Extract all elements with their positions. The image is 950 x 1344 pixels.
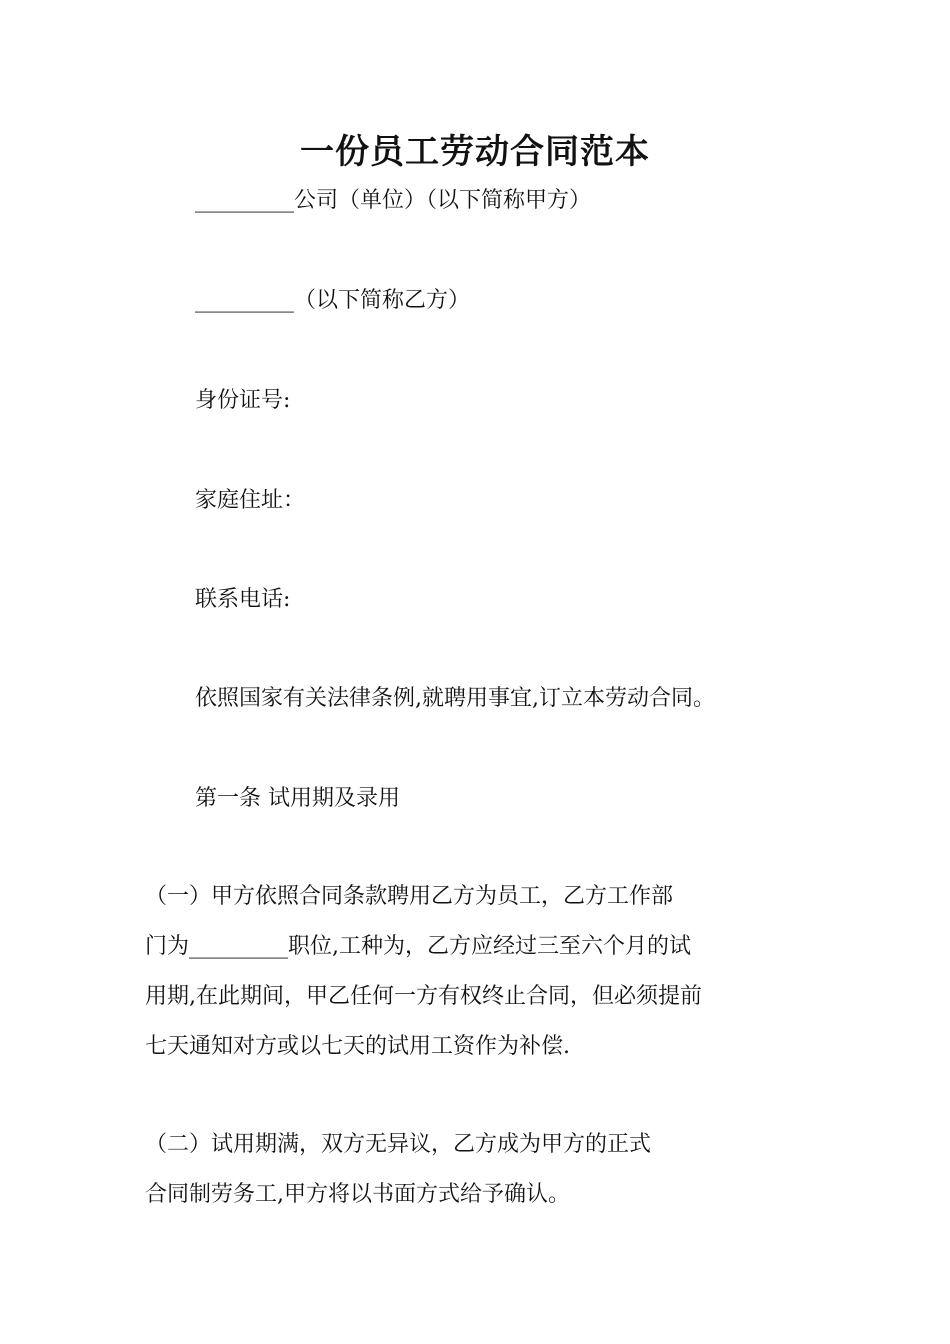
article-1-heading: 第一条 试用期及录用 bbox=[195, 786, 400, 811]
clause-1-line: 门为_________职位,工种为，乙方应经过三至六个月的试 bbox=[145, 934, 691, 959]
phone-field: 联系电话: bbox=[195, 587, 291, 612]
clause-1-line: （一）甲方依照合同条款聘用乙方为员工，乙方工作部 bbox=[145, 884, 674, 909]
clause-1-paragraph bbox=[145, 872, 810, 1072]
clause-2-line: 合同制劳务工,甲方将以书面方式给予确认。 bbox=[145, 1182, 570, 1207]
party-b-line: _________（以下简称乙方） bbox=[195, 288, 471, 313]
party-a-line: _________公司（单位）（以下简称甲方） bbox=[195, 188, 592, 213]
clause-1-line: 用期,在此期间，甲乙任何一方有权终止合同，但必须提前 bbox=[145, 984, 702, 1009]
home-address-field: 家庭住址： bbox=[195, 488, 306, 513]
clause-2-line: （二）试用期满，双方无异议，乙方成为甲方的正式 bbox=[145, 1132, 652, 1157]
clause-1-line: 七天通知对方或以七天的试用工资作为补偿. bbox=[145, 1034, 570, 1059]
id-number-field: 身份证号: bbox=[195, 388, 291, 413]
intro-paragraph: 依照国家有关法律条例,就聘用事宜,订立本劳动合同。 bbox=[195, 686, 715, 711]
document-title: 一份员工劳动合同范本 bbox=[300, 132, 650, 172]
clause-2-paragraph bbox=[145, 1120, 810, 1220]
